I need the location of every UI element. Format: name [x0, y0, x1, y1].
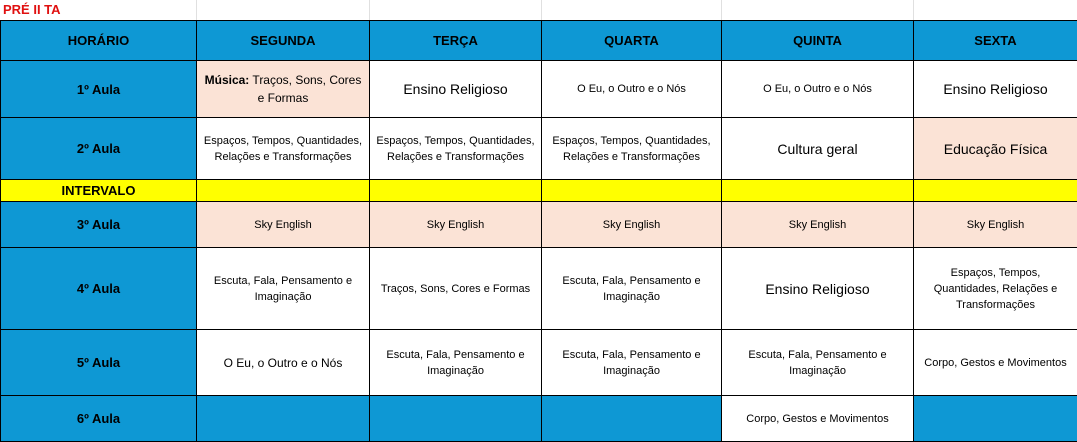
- row-aula6: [1, 396, 1077, 442]
- row-label-aula2[interactable]: 2º Aula: [1, 118, 197, 180]
- row-label-aula3[interactable]: 3º Aula: [1, 202, 197, 248]
- cell-aula6-terca[interactable]: [370, 396, 542, 442]
- row-intervalo: [1, 180, 1077, 202]
- cell-aula5-terca[interactable]: Escuta, Fala, Pensamento e Imaginação: [370, 330, 542, 396]
- cell-aula3-terca[interactable]: Sky English: [370, 202, 542, 248]
- cell-aula1-quarta[interactable]: O Eu, o Outro e o Nós: [542, 61, 722, 118]
- cell-aula2-quinta[interactable]: Cultura geral: [722, 118, 914, 180]
- cell-aula4-segunda[interactable]: Escuta, Fala, Pensamento e Imaginação: [197, 248, 370, 330]
- cell-aula3-segunda[interactable]: Sky English: [197, 202, 370, 248]
- header-row: [1, 21, 1077, 61]
- cell-aula1-segunda-bold: Música:: [204, 73, 250, 87]
- cell-aula2-terca[interactable]: Espaços, Tempos, Quantidades, Relações e Transformações: [370, 118, 542, 180]
- cell-aula6-segunda[interactable]: [197, 396, 370, 442]
- row-aula2: [1, 118, 1077, 180]
- header-sexta[interactable]: SEXTA: [914, 21, 1077, 61]
- cell-aula5-segunda[interactable]: O Eu, o Outro e o Nós: [197, 330, 370, 396]
- cell-aula4-terca[interactable]: Traços, Sons, Cores e Formas: [370, 248, 542, 330]
- cell-intervalo-segunda[interactable]: [197, 180, 370, 202]
- cell-aula6-quinta[interactable]: Corpo, Gestos e Movimentos: [722, 396, 914, 442]
- row-label-aula5[interactable]: 5º Aula: [1, 330, 197, 396]
- cell-intervalo-sexta[interactable]: [914, 180, 1077, 202]
- header-quarta[interactable]: QUARTA: [542, 21, 722, 61]
- header-quinta[interactable]: QUINTA: [722, 21, 914, 61]
- cell-aula1-segunda[interactable]: [197, 61, 370, 118]
- cell-aula1-quinta[interactable]: O Eu, o Outro e o Nós: [722, 61, 914, 118]
- cell-aula2-segunda[interactable]: Espaços, Tempos, Quantidades, Relações e Transformações: [197, 118, 370, 180]
- cell-aula2-quarta[interactable]: Espaços, Tempos, Quantidades, Relações e Transformações: [542, 118, 722, 180]
- cell-aula1-sexta[interactable]: Ensino Religioso: [914, 61, 1077, 118]
- cell-intervalo-terca[interactable]: [370, 180, 542, 202]
- cell-aula1-segunda-rest: Traços, Sons, Cores e Formas: [249, 73, 362, 105]
- cell-aula4-quinta[interactable]: Ensino Religioso: [722, 248, 914, 330]
- cell-aula3-sexta[interactable]: Sky English: [914, 202, 1077, 248]
- row-label-aula4[interactable]: 4º Aula: [1, 248, 197, 330]
- row-aula5: [1, 330, 1077, 396]
- row-label-aula6[interactable]: 6º Aula: [1, 396, 197, 442]
- cell-aula1-terca[interactable]: Ensino Religioso: [370, 61, 542, 118]
- cell-aula5-sexta[interactable]: Corpo, Gestos e Movimentos: [914, 330, 1077, 396]
- cell-aula3-quinta[interactable]: Sky English: [722, 202, 914, 248]
- schedule-table: [0, 20, 1077, 442]
- grid-line: [196, 0, 370, 20]
- sheet-title[interactable]: PRÉ II TA: [3, 2, 61, 17]
- row-aula1: [1, 61, 1077, 118]
- grid-line: [721, 0, 914, 20]
- grid-line: [369, 0, 542, 20]
- row-label-aula1[interactable]: 1º Aula: [1, 61, 197, 118]
- header-segunda[interactable]: SEGUNDA: [197, 21, 370, 61]
- cell-aula6-quarta[interactable]: [542, 396, 722, 442]
- cell-aula4-sexta[interactable]: Espaços, Tempos, Quantidades, Relações e Transformações: [914, 248, 1077, 330]
- row-aula3: [1, 202, 1077, 248]
- cell-aula3-quarta[interactable]: Sky English: [542, 202, 722, 248]
- cell-aula4-quarta[interactable]: Escuta, Fala, Pensamento e Imaginação: [542, 248, 722, 330]
- grid-line: [541, 0, 722, 20]
- header-terca[interactable]: TERÇA: [370, 21, 542, 61]
- header-horario[interactable]: HORÁRIO: [1, 21, 197, 61]
- row-aula4: [1, 248, 1077, 330]
- cell-aula5-quarta[interactable]: Escuta, Fala, Pensamento e Imaginação: [542, 330, 722, 396]
- cell-aula6-sexta[interactable]: [914, 396, 1077, 442]
- cell-aula5-quinta[interactable]: Escuta, Fala, Pensamento e Imaginação: [722, 330, 914, 396]
- sheet-title-row: [0, 0, 1077, 20]
- cell-intervalo-quarta[interactable]: [542, 180, 722, 202]
- row-label-intervalo[interactable]: INTERVALO: [1, 180, 197, 202]
- cell-aula2-sexta[interactable]: Educação Física: [914, 118, 1077, 180]
- cell-intervalo-quinta[interactable]: [722, 180, 914, 202]
- grid-line: [0, 0, 197, 20]
